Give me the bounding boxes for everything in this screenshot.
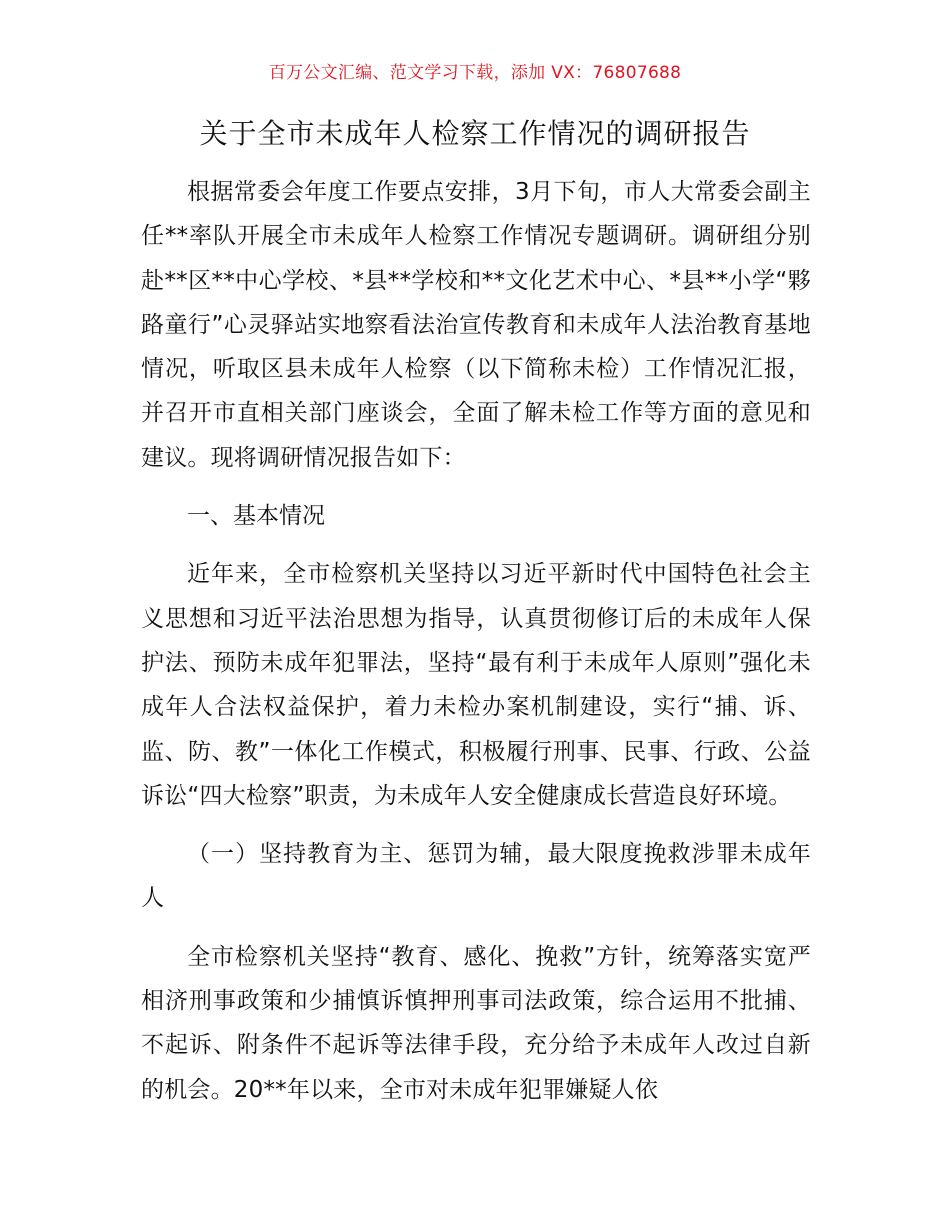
paragraph-gap <box>141 818 811 832</box>
document-body <box>141 170 811 1112</box>
section-heading-basic: 一、基本情况 <box>187 503 325 530</box>
document-title: 关于全市未成年人检察工作情况的调研报告 <box>199 117 751 150</box>
paragraph-overview: 近年来，全市检察机关坚持以习近平新时代中国特色社会主义思想和习近平法治思想为指导，认真贯彻修订后的未成年人保护法、预防未成年犯罪法，坚持“最有利于未成年人原则”强化未成年人合法权益保护，着力未检办案机制建设，实行“捕、诉、监、防、教”一体化工作模式，积极履行刑事、民事、行政、公益诉讼“四大检察”职责，为未成年人安全健康成长营造良好环境。 <box>141 561 811 809</box>
watermark-header: 百万公文汇编、范文学习下载，添加 VX：76807688 <box>268 63 682 83</box>
subsection-heading-1: （一）坚持教育为主、惩罚为辅，最大限度挽救涉罪未成年人 <box>141 841 811 912</box>
paragraph-intro: 根据常委会年度工作要点安排，3月下旬，市人大常委会副主任**率队开展全市未成年人检察工作情况专题调研。调研组分别赴**区**中心学校、*县**学校和**文化艺术中心、*县**小学“夥路童行”心灵驿站实地察看法治宣传教育和未成年人法治教育基地情况，听取区县未成年人检察（以下简称未检）工作情况汇报，并召开市直相关部门座谈会，全面了解未检工作等方面的意见和建议。现将调研情况报告如下： <box>141 179 811 471</box>
paragraph-subsection-1: 全市检察机关坚持“教育、感化、挽救”方针，统筹落实宽严相济刑事政策和少捕慎诉慎押刑事司法政策，综合运用不批捕、不起诉、附条件不起诉等法律手段，充分给予未成年人改过自新的机会。20**年以来，全市对未成年犯罪嫌疑人依 <box>141 943 811 1103</box>
paragraph-gap <box>141 921 811 935</box>
